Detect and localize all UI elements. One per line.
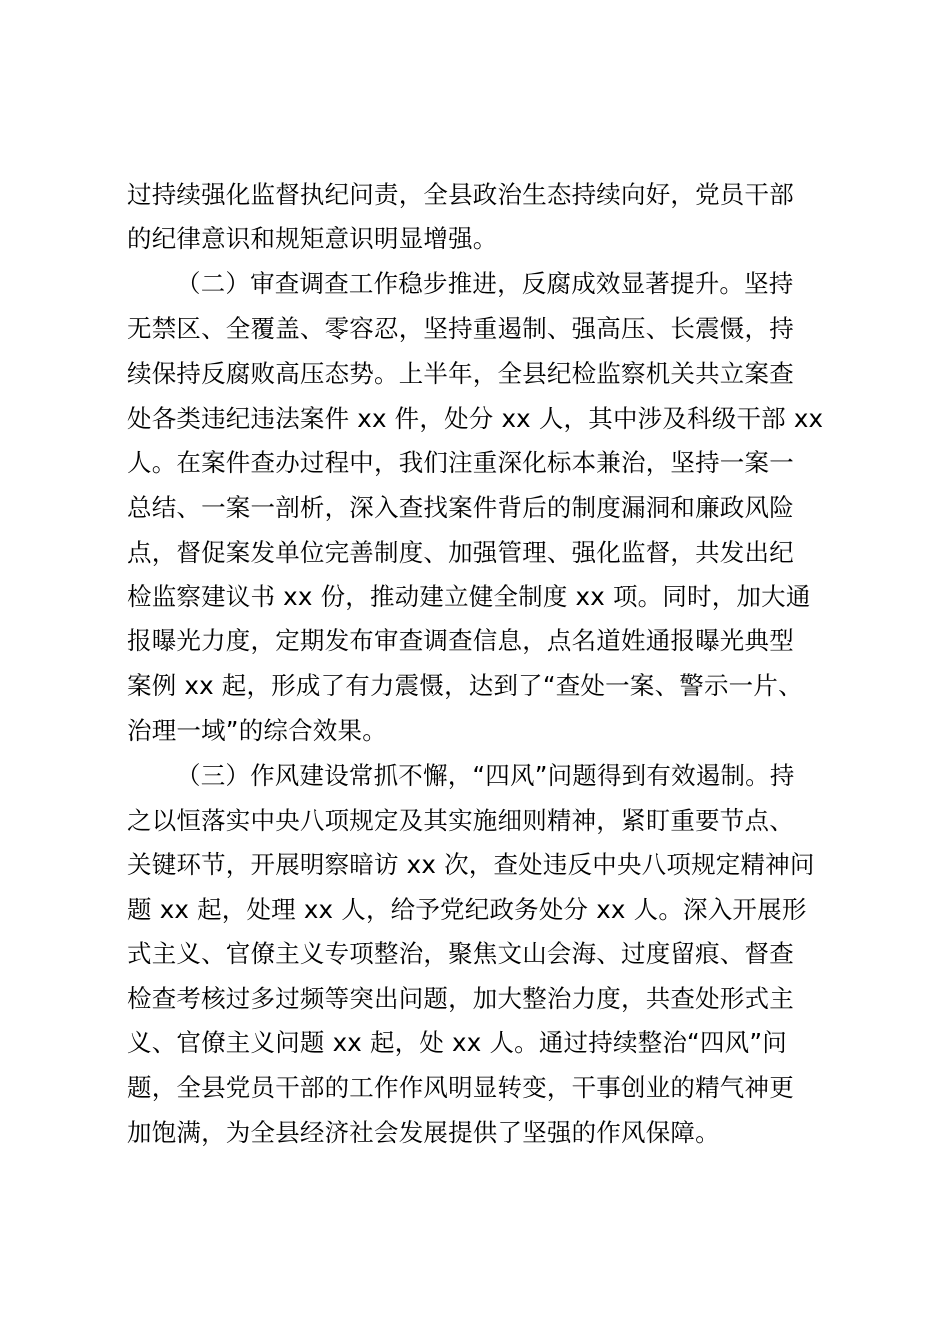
text-line: 题，全县党员干部的工作作风明显转变，干事创业的精气神更 <box>127 1073 794 1102</box>
text-line: 检监察建议书 xx 份，推动建立健全制度 xx 项。同时，加大通 <box>127 582 811 611</box>
text-line: 报曝光力度，定期发布审查调查信息，点名道姓通报曝光典型 <box>127 626 794 655</box>
text-line: 无禁区、全覆盖、零容忍，坚持重遏制、强高压、长震慑，持 <box>127 314 794 343</box>
text-line: 之以恒落实中央八项规定及其实施细则精神，紧盯重要节点、 <box>127 806 794 835</box>
text-line: 加饱满，为全县经济社会发展提供了坚强的作风保障。 <box>127 1118 720 1147</box>
text-line: 处各类违纪违法案件 xx 件，处分 xx 人，其中涉及科级干部 xx <box>127 404 824 433</box>
paragraph-heading-3: （三）作风建设常抓不懈，“四风”问题得到有效遏制。持 <box>176 761 795 790</box>
text-line: 治理一域”的综合效果。 <box>127 716 387 745</box>
text-line: 续保持反腐败高压态势。上半年，全县纪检监察机关共立案查 <box>127 359 794 388</box>
text-line: 检查考核过多过频等突出问题，加大整治力度，共查处形式主 <box>127 984 794 1013</box>
text-line: 式主义、官僚主义专项整治，聚焦文山会海、过度留痕、督查 <box>127 939 794 968</box>
text-line: 题 xx 起，处理 xx 人，给予党纪政务处分 xx 人。深入开展形 <box>127 895 807 924</box>
text-line: 人。在案件查办过程中，我们注重深化标本兼治，坚持一案一 <box>127 448 794 477</box>
paragraph-heading-2: （二）审查调查工作稳步推进，反腐成效显著提升。坚持 <box>176 269 794 298</box>
text-line: 案例 xx 起，形成了有力震慑，达到了“查处一案、警示一片、 <box>127 671 803 700</box>
text-line: 义、官僚主义问题 xx 起，处 xx 人。通过持续整治“四风”问 <box>127 1028 787 1057</box>
text-line: 过持续强化监督执纪问责，全县政治生态持续向好，党员干部 <box>127 180 794 209</box>
text-line: 总结、一案一剖析，深入查找案件背后的制度漏洞和廉政风险 <box>127 493 794 522</box>
text-line: 点，督促案发单位完善制度、加强管理、强化监督，共发出纪 <box>127 538 794 567</box>
text-line: 的纪律意识和规矩意识明显增强。 <box>127 224 498 253</box>
text-line: 关键环节，开展明察暗访 xx 次，查处违反中央八项规定精神问 <box>127 850 815 879</box>
